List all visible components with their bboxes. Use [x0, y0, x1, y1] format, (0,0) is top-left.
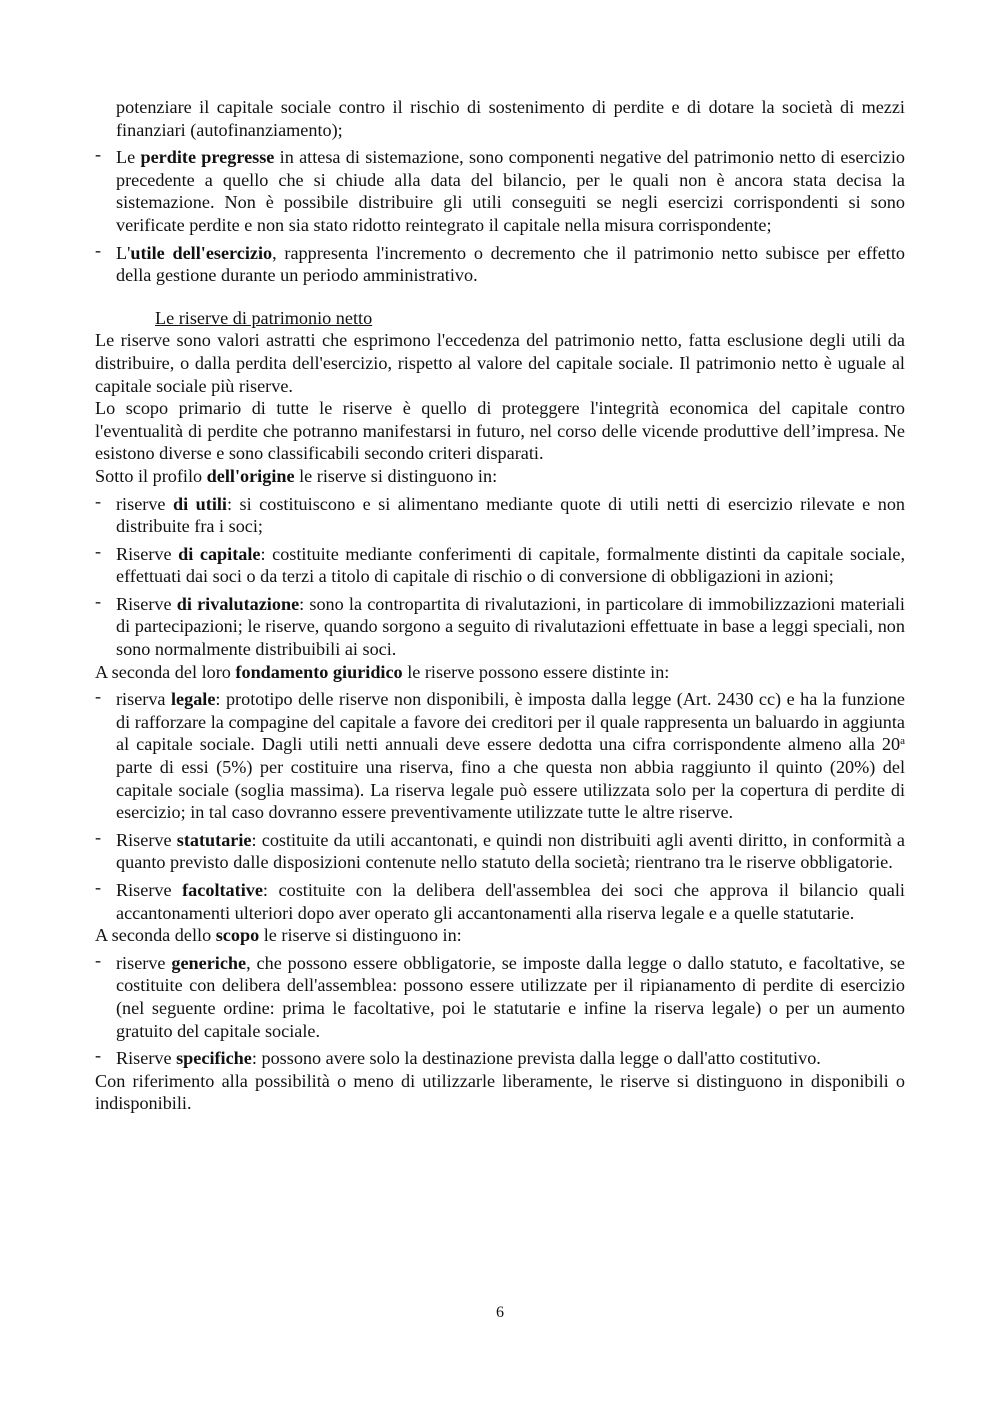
legal-list [95, 688, 905, 924]
closing-paragraph: Con riferimento alla possibilità o meno di utilizzarle liberamente, le riserve si distinguono in disponibili o indisponibili. [95, 1070, 905, 1114]
dash-bullet: - [95, 949, 102, 970]
page-number: 6 [496, 1304, 504, 1321]
page-body [95, 96, 905, 1115]
list-item-perdite-pregresse: - Le perdite pregresse in attesa di sistemazione, sono componenti negative del patrimonio netto di esercizio precedente a quello che si chiude alla data del bilancio, per le quali non è ancora stata decisa la sistemazione. Non è possibile distribuire gli utili conseguiti se negli esercizi corrispondenti si sono verificate perdite e non sia stato ridotto reintegrato il capitale nella misura corrispondente; [95, 144, 905, 235]
dash-bullet: - [95, 590, 102, 611]
intro-paragraph-1: Le riserve sono valori astratti che esprimono l'eccedenza del patrimonio netto, fatta esclusione degli utili da distribuire, o dalla perdita dell'esercizio, rispetto al valore del capitale sociale. Il patrimonio netto è uguale al capitale sociale più riserve. [95, 330, 905, 396]
list-losses-profit [95, 146, 905, 287]
dash-bullet: - [95, 686, 102, 707]
list-item-riserve-capitale: - Riserve di capitale: costituite mediante conferimenti di capitale, formalmente distinti da capitale sociale, effettuati dai soci o da terzi a titolo di capitale di rischio o di conversione di obbligazioni in azioni; [95, 540, 905, 587]
list-item-riserve-specifiche: - Riserve specifiche: possono avere solo la destinazione prevista dalla legge o dall'atto costitutivo. [95, 1045, 821, 1069]
section-title: Le riserve di patrimonio netto [155, 307, 373, 328]
dash-bullet: - [95, 490, 102, 511]
scope-list [95, 949, 906, 1070]
intro-paragraph-2: Lo scopo primario di tutte le riserve è quello di proteggere l'integrità economica del capitale contro l'eventualità di perdite che potranno manifestarsi in futuro, nel corso delle vicende produttive dell’impresa. Ne esistono diverse e sono classificabili secondo criteri disparati. [95, 398, 905, 464]
dash-bullet: - [95, 877, 102, 897]
dash-bullet: - [95, 144, 102, 165]
dash-bullet: - [95, 1045, 102, 1066]
list-item-riserva-legale: - riserva legale: prototipo delle riserve non disponibili, è imposta dalla legge (Art. 2430 cc) e ha la funzione di rafforzare la compagine del capitale a favore dei creditori per il quale rappresenta un baluardo in aggiunta al capitale sociale. Dagli utili netti annuali deve essere dedotta una cifra corrispondente almeno alla 20$^a$ parte di essi (5%) per costituire una riserva, fino a che questa non abbia raggiunto il quinto (20%) del capitale sociale (soglia massima). La riserva legale può essere utilizzata solo per la copertura di perdite di esercizio; in tal caso dovranno essere preventivamente utilizzate tutte le altre riserve. [95, 686, 905, 823]
continuation-paragraph: potenziare il capitale sociale contro il rischio di sostenimento di perdite e di dotare la società di mezzi finanziari (autofinanziamento); [116, 97, 905, 140]
origin-list [95, 490, 906, 661]
dash-bullet: - [95, 826, 102, 847]
list-item-riserve-rivalutazione: - Riserve di rivalutazione: sono la contropartita di rivalutazioni, in particolare di immobilizzazioni materiali di partecipazioni; le riserve, quando sorgono a seguito di rivalutazioni effettuate in base a leggi speciali, non sono normalmente distribuibili ai soci. [95, 590, 905, 660]
scope-intro: A seconda dello scopo le riserve si distinguono in: [95, 925, 462, 946]
dash-bullet: - [95, 540, 102, 561]
list-item-riserve-facoltative: - Riserve facoltative: costituite con la delibera dell'assemblea dei soci che approva il bilancio quali accantonamenti ulteriori dopo aver operato gli accantonamenti alla riserva legale e a quelle statutarie. [95, 877, 905, 923]
list-item-riserve-utili: - riserve di utili: si costituiscono e si alimentano mediante quote di utili netti di esercizio rilevate e non distribuite fra i soci; [95, 490, 906, 537]
dash-bullet: - [95, 239, 102, 260]
list-item-utile-esercizio: - L'utile dell'esercizio, rappresenta l'incremento o decremento che il patrimonio netto subisce per effetto della gestione durante un periodo amministrativo. [95, 239, 905, 286]
list-item-riserve-statutarie: - Riserve statutarie: costituite da utili accantonati, e quindi non distribuiti agli aventi diritto, in conformità a quanto previsto dalle disposizioni contenute nello statuto della società; rientrano tra le riserve obbligatorie. [95, 826, 905, 873]
origin-intro: Sotto il profilo dell'origine le riserve si distinguono in: [95, 465, 498, 486]
list-item-riserve-generiche: - riserve generiche, che possono essere obbligatorie, se imposte dalla legge o dallo statuto, e facoltative, se costituite con delibera dell'assemblea: possono essere utilizzate per il ripianamento di perdite di esercizio (nel seguente ordine: prima le facoltative, poi le statutarie e infine la riserva legale) o per un aumento gratuito del capitale sociale. [95, 949, 906, 1041]
legal-intro: A seconda del loro fondamento giuridico le riserve possono essere distinte in: [95, 661, 670, 682]
